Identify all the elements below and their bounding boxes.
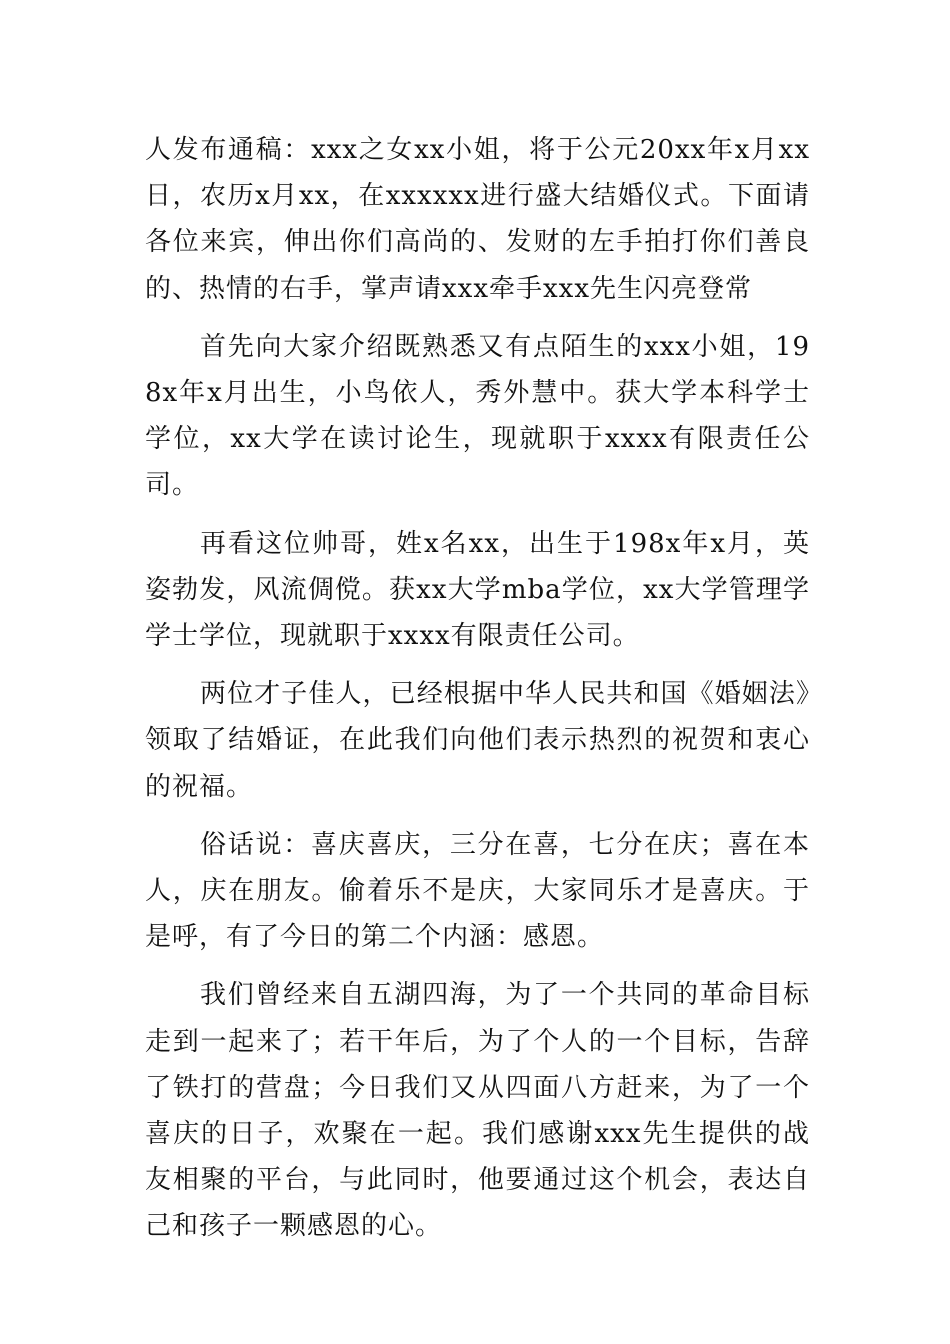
paragraph-marriage-certificate: 两位才子佳人，已经根据中华人民共和国《婚姻法》领取了结婚证，在此我们向他们表示热烈的祝贺和衷心的祝福。: [145, 679, 810, 802]
paragraph-announcement: 人发布通稿：xxx之女xx小姐，将于公元20xx年x月xx日，农历x月xx，在xxxxxx进行盛大结婚仪式。下面请各位来宾，伸出你们高尚的、发财的左手拍打你们善良的、热情的右手，掌声请xxx牵手xxx先生闪亮登常: [145, 135, 810, 304]
paragraph-groom-intro: 再看这位帅哥，姓x名xx，出生于198x年x月，英姿勃发，风流倜傥。获xx大学mba学位，xx大学管理学学士学位，现就职于xxxx有限责任公司。: [145, 528, 810, 652]
document-body: [145, 127, 810, 1262]
paragraph-gratitude: 我们曾经来自五湖四海，为了一个共同的革命目标走到一起来了；若干年后，为了个人的一个目标，告辞了铁打的营盘；今日我们又从四面八方赶来，为了一个喜庆的日子，欢聚在一起。我们感谢xxx先生提供的战友相聚的平台，与此同时，他要通过这个机会，表达自己和孩子一颗感恩的心。: [145, 980, 810, 1242]
paragraph-bride-intro: 首先向大家介绍既熟悉又有点陌生的xxx小姐，198x年x月出生，小鸟依人，秀外慧中。获大学本科学士学位，xx大学在读讨论生，现就职于xxxx有限责任公司。: [145, 331, 810, 501]
paragraph-celebration: 俗话说：喜庆喜庆，三分在喜，七分在庆；喜在本人，庆在朋友。偷着乐不是庆，大家同乐才是喜庆。于是呼，有了今日的第二个内涵：感恩。: [145, 829, 810, 953]
